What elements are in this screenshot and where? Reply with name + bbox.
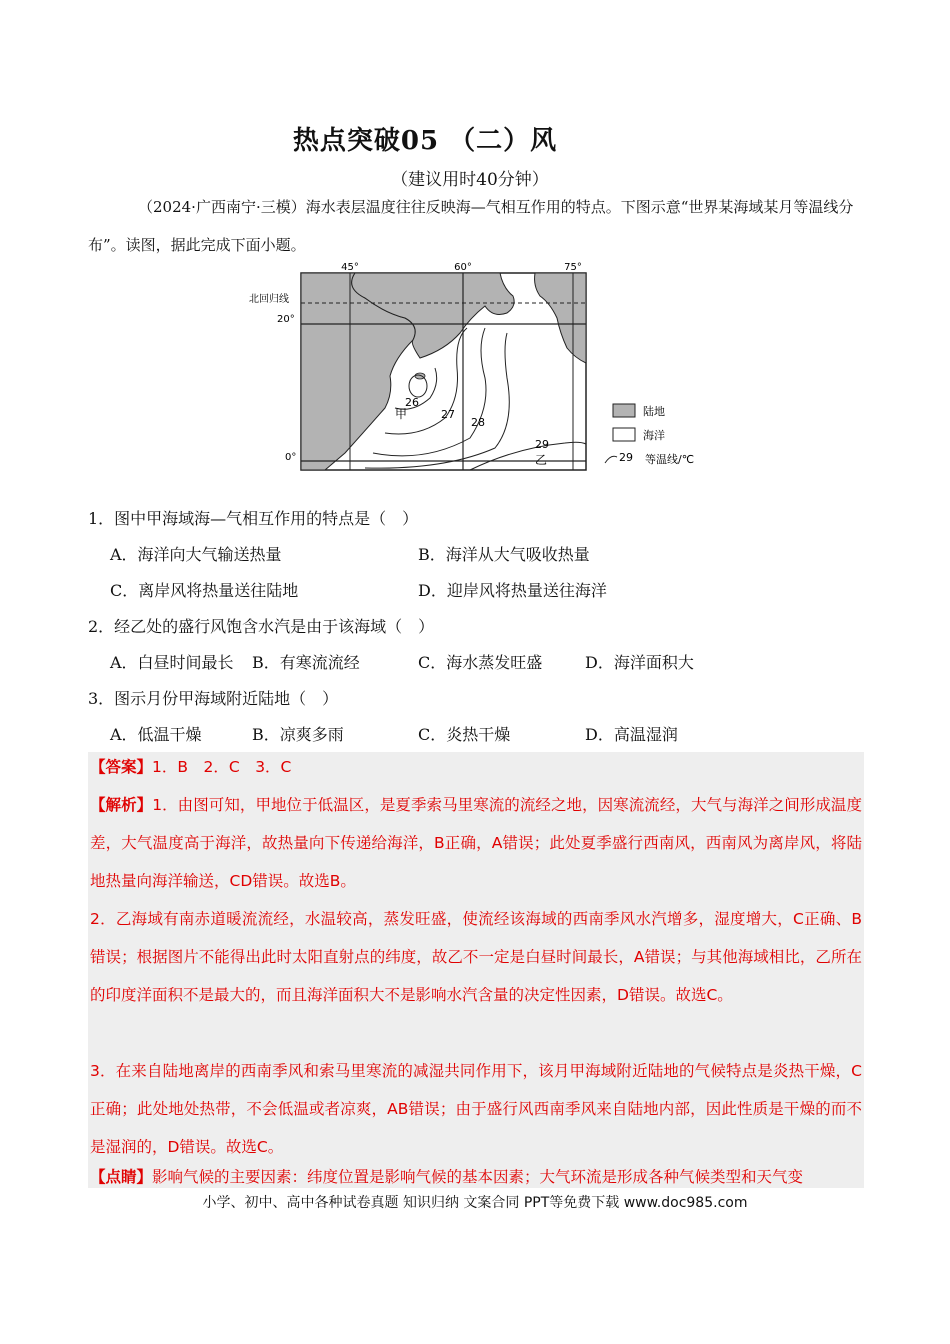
lon-label: 45° — [341, 262, 359, 273]
isotherm-value: 29 — [535, 438, 549, 451]
analysis-paragraph-1 — [90, 786, 862, 900]
analysis-tag: 【解析】 — [90, 796, 153, 814]
analysis-text-1: 1．由图可知，甲地位于低温区，是夏季索马里寒流的流经之地，因寒流流经，大气与海洋之间形成温度差，大气温度高于海洋，故热量向下传递给海洋，B正确，A错误；此处夏季盛行西南风，西南风为离岸风，将陆地热量向海洋输送，CD错误。故选B。 — [90, 796, 862, 890]
isotherm-map — [245, 258, 715, 480]
answer-line — [90, 748, 860, 786]
lon-label: 60° — [454, 262, 472, 273]
q1-option-c: C．离岸风将热量送往陆地 — [110, 581, 299, 600]
answer-tag: 【答案】 — [90, 758, 153, 776]
question-3-stem: 3．图示月份甲海域附近陆地（ ） — [88, 689, 339, 708]
lat-label: 0° — [285, 452, 297, 463]
tip-tag: 【点睛】 — [90, 1168, 153, 1186]
legend-ocean-label: 海洋 — [643, 429, 665, 442]
isotherm-value: 26 — [405, 396, 419, 409]
q3-option-b: B．凉爽多雨 — [252, 725, 344, 744]
legend-isotherm-value: 29 — [619, 451, 633, 464]
legend-ocean-swatch — [613, 428, 635, 441]
q1-option-d: D．迎岸风将热量送往海洋 — [418, 581, 607, 600]
analysis-paragraph-2: 2．乙海域有南赤道暖流流经，水温较高，蒸发旺盛，使流经该海域的西南季风水汽增多，湿度增大，C正确、B错误；根据图片不能得出此时太阳直射点的纬度，故乙不一定是白昼时间最长，A错误；与其他海域相比，乙所在的印度洋面积不是最大的，而且海洋面积大不是影响水汽含量的决定性因素，D错误。故选C。 — [90, 910, 862, 1004]
isotherm-value: 28 — [471, 416, 485, 429]
time-suggestion: （建议用时40分钟） — [391, 170, 549, 190]
page-footer: 小学、初中、高中各种试卷真题 知识归纳 文案合同 PPT等免费下载 www.doc985.com — [202, 1195, 748, 1211]
lat-label: 20° — [277, 314, 295, 325]
answer-text: 1．B 2．C 3．C — [152, 758, 292, 776]
question-2-stem: 2．经乙处的盛行风饱含水汽是由于该海域（ ） — [88, 617, 435, 636]
q2-option-d: D．海洋面积大 — [585, 653, 694, 672]
q2-option-a: A．白昼时间最长 — [110, 653, 234, 672]
analysis-paragraph-3: 3．在来自陆地离岸的西南季风和索马里寒流的减湿共同作用下，该月甲海域附近陆地的气候特点是炎热干燥，C正确；此处地处热带，不会低温或者凉爽，AB错误；由于盛行风西南季风来自陆地内部，因此性质是干燥的而不是湿润的，D错误。故选C。 — [90, 1062, 862, 1156]
tip-line — [90, 1158, 860, 1192]
lon-label: 75° — [564, 262, 582, 273]
place-jia: 甲 — [395, 407, 408, 421]
tip-text: 影响气候的主要因素：纬度位置是影响气候的基本因素；大气环流是形成各种气候类型和天气变 — [152, 1168, 804, 1186]
isotherm-value: 27 — [441, 408, 455, 421]
q3-option-d: D．高温湿润 — [585, 725, 678, 744]
q3-option-a: A．低温干燥 — [110, 725, 202, 744]
legend-land-label: 陆地 — [643, 405, 665, 418]
q2-option-c: C．海水蒸发旺盛 — [418, 653, 543, 672]
page-title: 热点突破05 （二）风 — [292, 126, 558, 156]
question-intro: （2024·广西南宁·三模）海水表层温度往往反映海—气相互作用的特点。下图示意“世界某海域某月等温线分布”。读图，据此完成下面小题。 — [88, 198, 854, 254]
q3-option-c: C．炎热干燥 — [418, 725, 511, 744]
place-yi: 乙 — [535, 453, 548, 467]
q1-option-a: A．海洋向大气输送热量 — [110, 545, 282, 564]
lat-label: 北回归线 — [249, 294, 289, 305]
legend-isotherm-line — [605, 456, 617, 463]
question-1-stem: 1．图中甲海域海—气相互作用的特点是（ ） — [88, 509, 419, 528]
q1-option-b: B．海洋从大气吸收热量 — [418, 545, 590, 564]
legend-isotherm-label: 等温线/℃ — [645, 453, 695, 466]
q2-option-b: B．有寒流流经 — [252, 653, 360, 672]
legend-land-swatch — [613, 404, 635, 417]
